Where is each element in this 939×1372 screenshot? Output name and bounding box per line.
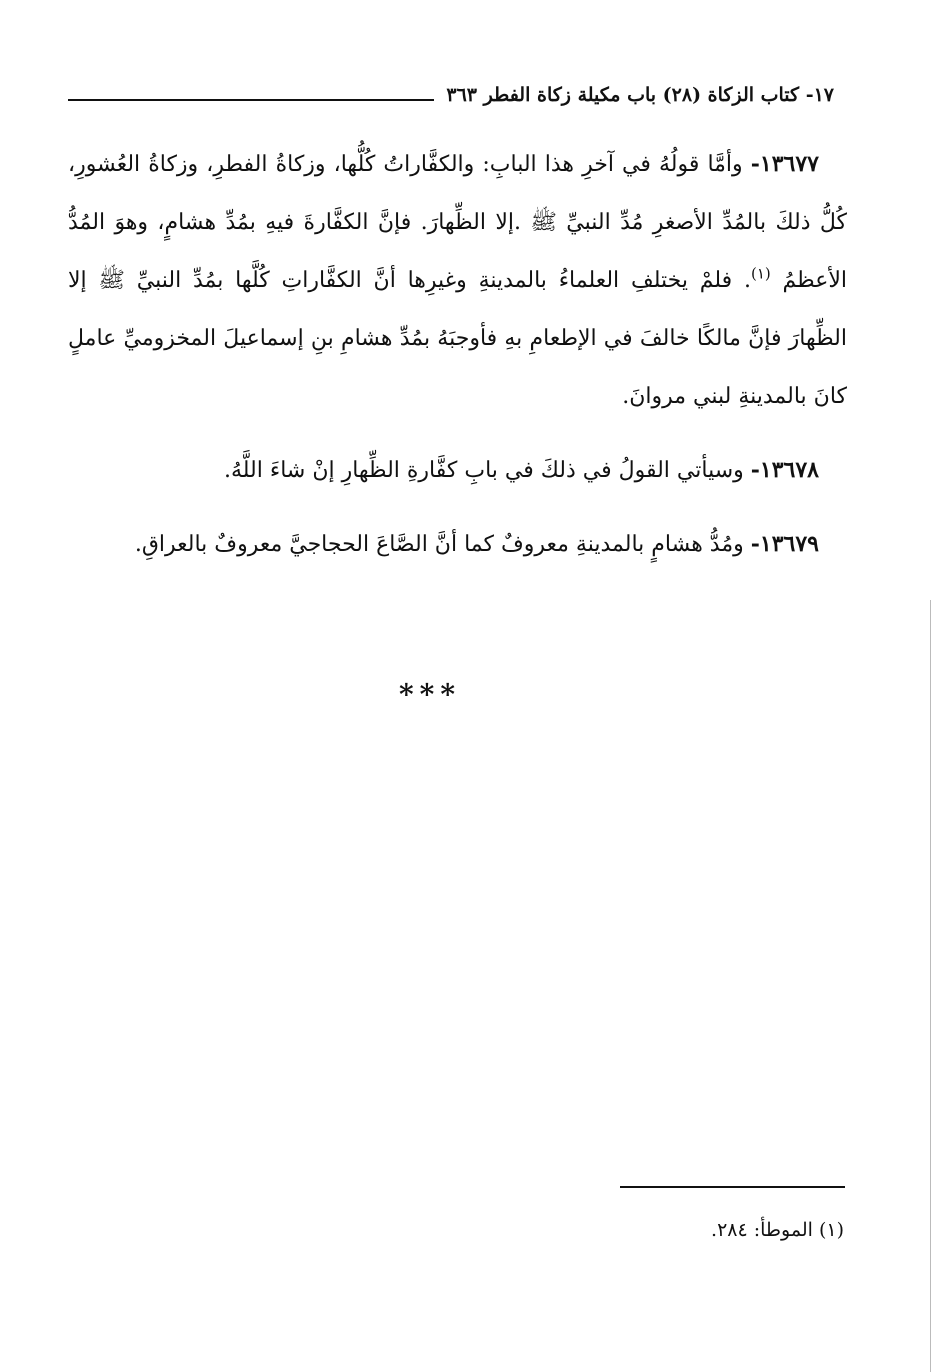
paragraph-number: ١٣٦٧٨- <box>750 457 819 483</box>
section-separator: *** <box>399 678 461 711</box>
paragraph-text: وسيأتي القولُ في ذلكَ في بابِ كفَّارةِ الظِّهارِ إنْ شاءَ اللَّهُ. <box>223 458 744 483</box>
paragraph-text: وأمَّا قولُهُ في آخرِ هذا البابِ: والكفَّاراتُ كُلُّها، وزكاةُ الفطرِ، وزكاةُ العُشورِ، كُلُّ ذلكَ بالمُدِّ الأصغرِ مُدِّ النبيِّ ﷺ .إلا الظِّهارَ. فإنَّ الكفَّارةَ فيهِ بمُدِّ هشامٍ، وهوَ المُدُّ الأعظمُ <box>68 152 847 293</box>
running-header <box>68 78 834 108</box>
main-text <box>68 135 847 589</box>
paragraph-13679 <box>68 515 847 574</box>
header-rule <box>68 99 434 101</box>
paragraph-number: ١٣٦٧٧- <box>750 151 819 177</box>
footnote-rule <box>620 1186 845 1188</box>
running-title: ١٧- كتاب الزكاة (٢٨) باب مكيلة زكاة الفطر ٣٦٣ <box>446 84 834 106</box>
footnote-reference: (١) <box>750 264 771 283</box>
paragraph-text: ومُدُّ هشامٍ بالمدينةِ معروفٌ كما أنَّ الصَّاعَ الحجاجيَّ معروفٌ بالعراقِ. <box>134 532 744 557</box>
paragraph-number: ١٣٦٧٩- <box>750 531 819 557</box>
footnote: (١) الموطأ: ٢٨٤. <box>711 1219 844 1241</box>
paragraph-text-continued: . فلمْ يختلفِ العلماءُ بالمدينةِ وغيرِها أنَّ الكفَّاراتِ كُلَّها بمُدِّ النبيِّ ﷺ إلا الظِّهارَ فإنَّ مالكًا خالفَ في الإطعامِ بهِ فأوجبَهُ بمُدِّ هشامِ بنِ إسماعيلَ المخزوميِّ عاملٍ كانَ بالمدينةِ لبني مروانَ. <box>68 268 847 409</box>
paragraph-13678 <box>68 441 847 500</box>
paragraph-13677 <box>68 135 847 426</box>
scan-edge-line <box>930 600 931 1372</box>
